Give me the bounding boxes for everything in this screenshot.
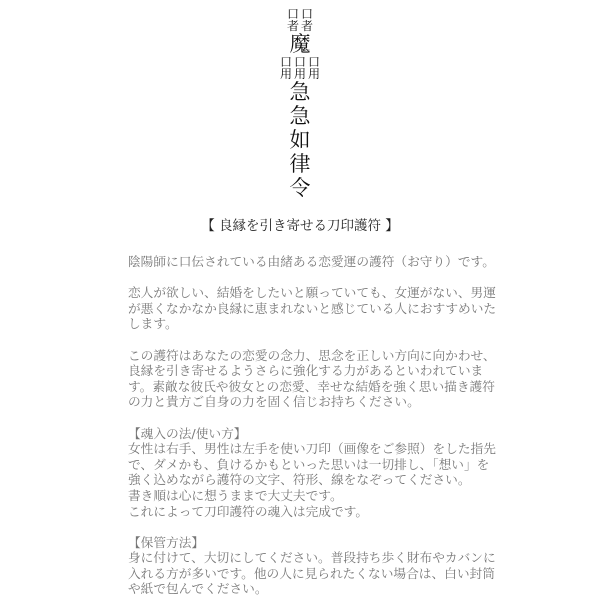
text-line: 恋人が欲しい、結婚をしたいと願っていても、女運がない、男運 xyxy=(128,285,496,301)
text-line: す。素敵な彼氏や彼女との恋愛、幸せな結婚を強く思い描き護符 xyxy=(128,378,495,394)
talisman-glyph: 口 者 口 者 xyxy=(286,7,314,33)
talisman-glyph: 如 xyxy=(289,128,311,152)
section-heading: 【保管方法】 xyxy=(128,534,205,550)
text-line: の力と貴方ご自身の力を固く信じお持ちください。 xyxy=(128,394,420,410)
paragraph xyxy=(128,348,496,410)
text-line: 身に付けて、大切にしてください。普段持ち歩く財布やカバンに xyxy=(128,550,496,566)
talisman-glyph: 律 xyxy=(289,152,311,176)
text-line: この護符はあなたの恋愛の念力、思念を正しい方向に向かわせ、 xyxy=(128,347,496,363)
text-line: 女性は右手、男性は左手を使い刀印（画像をご参照）をした指先 xyxy=(128,441,496,457)
text-line: 入れる方が多いです。他の人に見られたくない場合は、白い封筒 xyxy=(128,565,495,581)
paragraph xyxy=(128,285,496,332)
paragraph xyxy=(128,535,496,597)
description-body xyxy=(128,254,496,597)
text-line: 良縁を引き寄せるようさらに強化する力があるといわれていま xyxy=(128,363,484,379)
text-line: で、ダメかも、負けるかもといった思いは一切排し、「想い」を xyxy=(128,456,490,472)
talisman-image xyxy=(275,8,325,203)
talisman-glyph: 急 xyxy=(289,80,311,104)
text-line: が悪くなかなか良縁に恵まれないと感じている人におすすめいた xyxy=(128,300,497,316)
text-line: します。 xyxy=(128,316,178,332)
talisman-glyph: 魔 xyxy=(289,32,311,56)
text-line: 書き順は心に想うままで大丈夫です。 xyxy=(128,487,343,503)
text-line: 陰陽師に口伝されている由緒ある恋愛運の護符（お守り）です。 xyxy=(128,254,495,269)
page-title: 【 良縁を引き寄せる刀印護符 】 xyxy=(201,218,399,234)
talisman-glyph: 急 xyxy=(289,104,311,128)
section-heading: 【魂入の法/使い方】 xyxy=(128,425,247,441)
talisman-glyph: 令 xyxy=(289,176,311,200)
paragraph xyxy=(128,254,496,270)
paragraph xyxy=(128,426,496,520)
text-line: 強く込めながら護符の文字、符形、線をなぞってください。 xyxy=(128,472,471,488)
text-line: これによって刀印護符の魂入は完成です。 xyxy=(128,503,369,519)
text-line: や紙で包んでください。 xyxy=(128,581,268,597)
talisman-glyph: 口 用 口 用 口 用 xyxy=(279,55,321,81)
